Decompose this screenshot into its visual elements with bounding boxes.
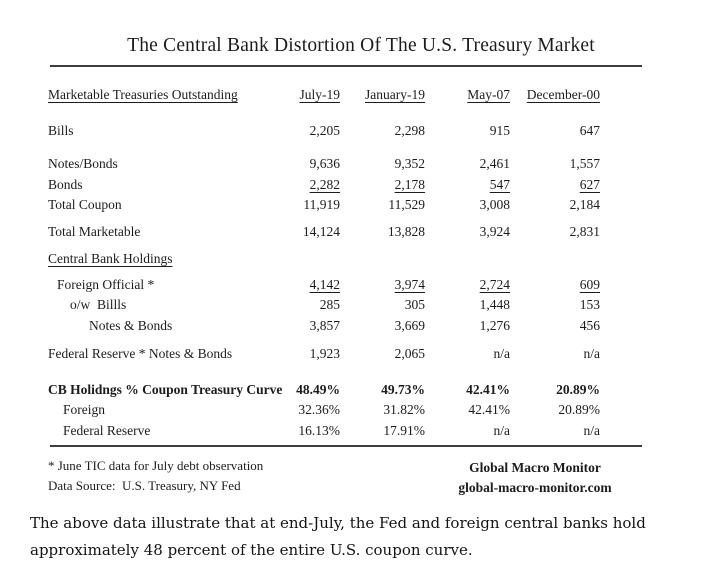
- footer-divider: [50, 445, 642, 447]
- cell-value: n/a: [493, 346, 510, 361]
- brand-name: Global Macro Monitor: [469, 460, 601, 475]
- cell-value: 609: [579, 276, 600, 292]
- cell-value: 3,974: [394, 276, 425, 292]
- row-label: o/w Billls: [70, 297, 127, 312]
- footnote-data-source: Data Source: U.S. Treasury, NY Fed: [48, 478, 241, 493]
- cell-value: 2,282: [309, 176, 340, 192]
- cell-value: 1,448: [479, 297, 510, 312]
- cell-value: 627: [579, 176, 600, 192]
- table-figure: [30, 0, 692, 498]
- source-attribution: [430, 456, 640, 498]
- cell-value: 1,276: [479, 317, 510, 333]
- row-label: Notes/Bonds: [48, 156, 118, 171]
- cell-value: 547: [489, 176, 510, 192]
- row-label: Federal Reserve * Notes & Bonds: [48, 346, 233, 361]
- row-label: Total Coupon: [48, 197, 122, 212]
- section-label: Central Bank Holdings: [48, 251, 173, 266]
- row-label: Total Marketable: [48, 223, 141, 239]
- cell-value: n/a: [583, 346, 600, 361]
- row-label: Notes & Bonds: [89, 317, 173, 333]
- figure-title: The Central Bank Distortion Of The U.S. Treasury Market: [127, 35, 595, 56]
- caption-line-1: The above data illustrate that at end-July, the Fed and foreign central banks hold: [30, 514, 646, 532]
- table-row-total-marketable: [48, 222, 692, 243]
- row-label: Foreign Official *: [57, 276, 155, 292]
- cell-value: 42.41%: [468, 402, 510, 417]
- cell-value: 11,919: [303, 197, 340, 212]
- cell-value: 3,669: [394, 317, 425, 333]
- cell-value: 13,828: [387, 223, 425, 239]
- cell-value: 42.41%: [466, 381, 510, 397]
- table-row-total-coupon: [48, 195, 692, 216]
- cell-value: 14,124: [302, 223, 340, 239]
- column-header-may-07: May-07: [467, 87, 510, 102]
- table-header-row: [48, 85, 692, 106]
- section-header-central-bank-holdings: [48, 249, 692, 270]
- row-label: CB Holidngs % Coupon Treasury Curve: [48, 381, 283, 397]
- table-row-federal-reserve-pct: [48, 421, 692, 442]
- table-row-foreign-official: [48, 275, 692, 296]
- cell-value: 17.91%: [383, 422, 425, 438]
- cell-value: 2,184: [569, 197, 600, 212]
- cell-value: 20.89%: [556, 381, 600, 397]
- title-divider: [50, 65, 642, 67]
- row-label: Foreign: [63, 402, 105, 417]
- cell-value: 2,298: [394, 122, 425, 138]
- cell-value: 915: [489, 122, 510, 138]
- footnote-tic: * June TIC data for July debt observation: [48, 458, 264, 473]
- cell-value: 11,529: [388, 197, 425, 212]
- cell-value: 285: [319, 297, 340, 312]
- row-label: Bonds: [48, 176, 83, 192]
- cell-value: 2,065: [394, 346, 425, 361]
- cell-value: n/a: [493, 422, 510, 438]
- cell-value: 9,352: [394, 156, 425, 171]
- cell-value: 31.82%: [383, 402, 425, 417]
- data-table: [48, 85, 692, 441]
- cell-value: n/a: [583, 422, 600, 438]
- cell-value: 305: [404, 297, 425, 312]
- table-row-ow-bills: [48, 295, 692, 316]
- brand-site: global-macro-monitor.com: [458, 480, 612, 495]
- cell-value: 20.89%: [558, 402, 600, 417]
- footnotes: [48, 456, 263, 498]
- row-label: Bills: [48, 122, 74, 138]
- cell-value: 9,636: [309, 156, 340, 171]
- cell-value: 1,923: [309, 346, 340, 361]
- cell-value: 16.13%: [298, 422, 340, 438]
- cell-value: 32.36%: [298, 402, 340, 417]
- cell-value: 3,857: [309, 317, 340, 333]
- column-header-december-00: December-00: [526, 87, 600, 102]
- cell-value: 2,205: [309, 122, 340, 138]
- cell-value: 647: [579, 122, 600, 138]
- column-header-label: Marketable Treasuries Outstanding: [48, 87, 238, 102]
- table-row-ow-notes-bonds: [48, 316, 692, 337]
- cell-value: 153: [579, 297, 600, 312]
- cell-value: 48.49%: [296, 381, 340, 397]
- caption-line-2: approximately 48 percent of the entire U.S. coupon curve.: [30, 541, 473, 559]
- cell-value: 2,724: [479, 276, 510, 292]
- table-row-federal-reserve-notes-bonds: [48, 344, 692, 365]
- row-label: Federal Reserve: [63, 422, 151, 438]
- cell-value: 2,461: [479, 156, 510, 171]
- cell-value: 456: [579, 317, 600, 333]
- cell-value: 1,557: [569, 156, 600, 171]
- column-header-july-19: July-19: [299, 87, 340, 102]
- cell-value: 2,178: [394, 176, 425, 192]
- cell-value: 49.73%: [381, 381, 425, 397]
- table-row-notes-bonds: [48, 154, 692, 175]
- figure-caption: [30, 510, 695, 564]
- table-row-foreign-pct: [48, 400, 692, 421]
- cell-value: 2,831: [569, 223, 600, 239]
- table-footer: [48, 456, 640, 498]
- table-row-bonds: [48, 175, 692, 196]
- cell-value: 3,924: [479, 223, 510, 239]
- table-row-bills: [48, 121, 692, 142]
- column-header-january-19: January-19: [365, 87, 425, 102]
- cell-value: 4,142: [309, 276, 340, 292]
- cell-value: 3,008: [479, 197, 510, 212]
- table-row-cb-holdings-pct: [48, 380, 692, 401]
